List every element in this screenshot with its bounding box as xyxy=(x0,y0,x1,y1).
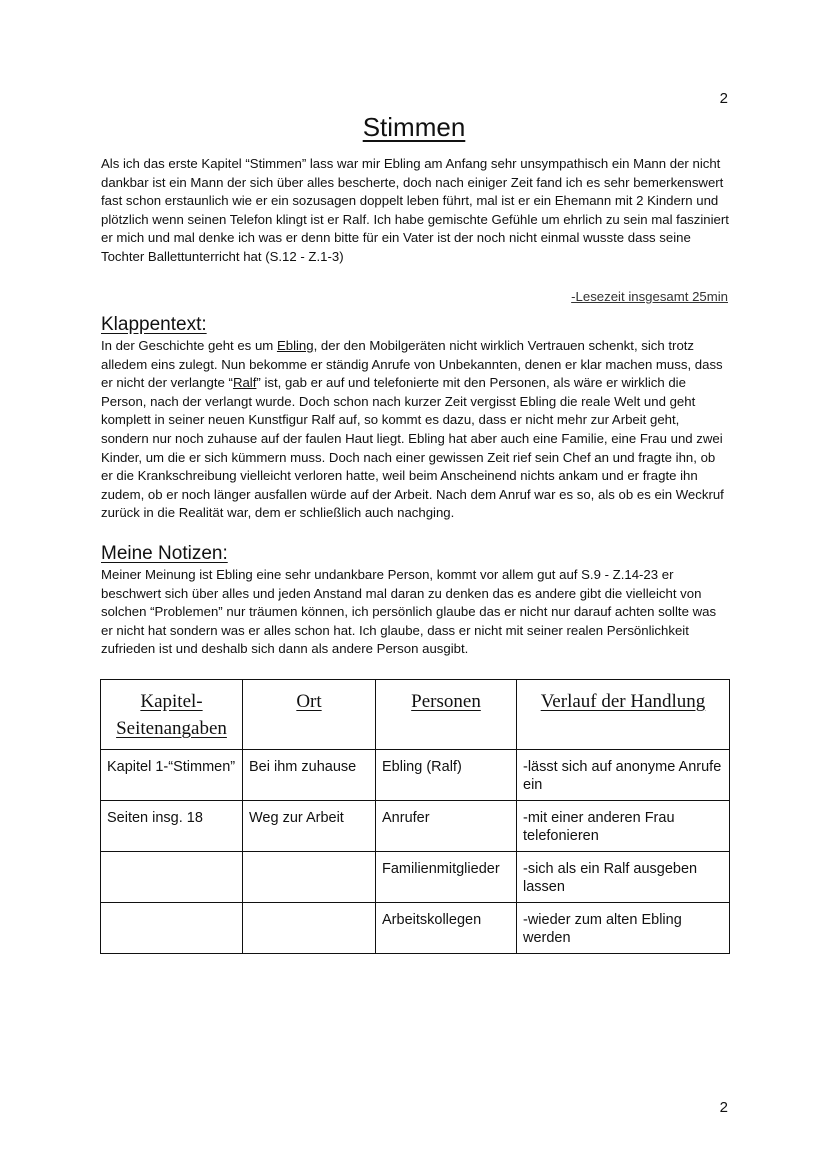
ralf-underlined: Ralf xyxy=(232,375,257,391)
header-personen: Personen xyxy=(376,680,517,750)
table-cell: Arbeitskollegen xyxy=(376,903,517,954)
table-row xyxy=(101,750,730,801)
table-cell: Familienmitglieder xyxy=(376,852,517,903)
klappentext-text-3: ” ist, gab er auf und telefonierte mit den Personen, als wäre er wirklich die Person, nach der verlangt wurde. Doch schon nach kurzer Zeit vergisst Ebling die reale Welt und geht komplett in seiner neuen Kunstfigur Ralf auf, so kommt es dazu, dass er nicht mehr zur Arbeit geht, sondern nur noch zuhause auf der faulen Haut liegt. Ebling hat aber auch eine Familie, eine Frau und zwei Kinder, um die er sich kümmern muss. Doch nach einer gewissen Zeit rief sein Chef an und fragte ihn, ob er die Krankschreibung vielleicht verloren hatte, weil beim Anscheinend nichts ankam und er fragte ihn zudem, ob er noch länger ausfallen würde auf der Arbeit. Nach dem Anruf war es so, als ob es ein Weckruf zurück in die Realität war, dem er schließlich auch nachging. xyxy=(101,375,724,521)
klappentext-text-1: In der Geschichte geht es um xyxy=(101,338,277,353)
notizen-paragraph: Meiner Meinung ist Ebling eine sehr undankbare Person, kommt vor allem gut auf S.9 - Z.14-23 er beschwert sich über alles und jeden Anstand mal daran zu denken das es andere gibt die vielleicht von solchen “Problemen” nur träumen können, ich persönlich glaube das er nicht nur darauf achten sollte was er nicht hat sondern was er alles schon hat. Ich glaube, dass er nicht mit seiner realen Persönlichkeit zufrieden ist und deshalb sich dann als andere Person ausgibt. xyxy=(101,567,717,657)
header-verlauf: Verlauf der Handlung xyxy=(517,680,730,750)
table-cell: -lässt sich auf anonyme Anrufe ein xyxy=(517,750,730,801)
table-row xyxy=(101,801,730,852)
table-header-row xyxy=(101,680,730,750)
table-cell xyxy=(101,903,243,954)
table-cell: Kapitel 1-“Stimmen” xyxy=(101,750,243,801)
table-cell xyxy=(101,852,243,903)
table-cell xyxy=(243,903,376,954)
table-cell: -sich als ein Ralf ausgeben lassen xyxy=(517,852,730,903)
table-cell: -mit einer anderen Frau telefonieren xyxy=(517,801,730,852)
table-cell: Bei ihm zuhause xyxy=(243,750,376,801)
table-cell xyxy=(243,852,376,903)
header-kapitel: Kapitel-Seitenangaben xyxy=(101,680,243,750)
page-number-bottom: 2 xyxy=(719,1099,728,1116)
table-cell: Weg zur Arbeit xyxy=(243,801,376,852)
reading-time-note: -Lesezeit insgesamt 25min xyxy=(571,289,728,304)
notizen-heading: Meine Notizen: xyxy=(101,543,228,564)
klappentext-paragraph xyxy=(101,337,729,523)
table-row xyxy=(101,903,730,954)
ebling-underlined: Ebling xyxy=(276,338,314,353)
page-title: Stimmen xyxy=(362,112,466,142)
table-cell: Anrufer xyxy=(376,801,517,852)
klappentext-heading: Klappentext: xyxy=(101,314,207,335)
table-row xyxy=(101,852,730,903)
table-cell: Ebling (Ralf) xyxy=(376,750,517,801)
intro-paragraph: Als ich das erste Kapitel “Stimmen” lass war mir Ebling am Anfang sehr unsympathisch ein Mann der nicht dankbar ist ein Mann der sich über alles bescherte, doch nach einiger Zeit fand ich es sehr bemerkenswert fast schon erstaunlich wie er ein sozusagen doppelt leben führt, mal ist er ein Ehemann mit 2 Kindern und plötzlich wenn seinen Telefon klingt ist er Ralf. Ich habe gemischte Gefühle um ehrlich zu sein mal fasziniert er mich und mal denke ich was er denn bitte für ein Vater ist der noch nicht einmal wusste dass seine Tochter Ballettunterricht hat (S.12 - Z.1-3) xyxy=(101,156,729,264)
table-cell: Seiten insg. 18 xyxy=(101,801,243,852)
header-ort: Ort xyxy=(243,680,376,750)
klappentext-text-2: , der den Mobilgeräten nicht wirklich Vertrauen schenkt, sich trotz alledem eins zulegt. Nun bekomme er ständig Anrufe von Unbekannten, denen er klar machen muss, dass er nicht der verlangte “ xyxy=(101,338,723,391)
page-number-top: 2 xyxy=(719,90,728,107)
table-cell: -wieder zum alten Ebling werden xyxy=(517,903,730,954)
overview-table xyxy=(100,679,730,954)
